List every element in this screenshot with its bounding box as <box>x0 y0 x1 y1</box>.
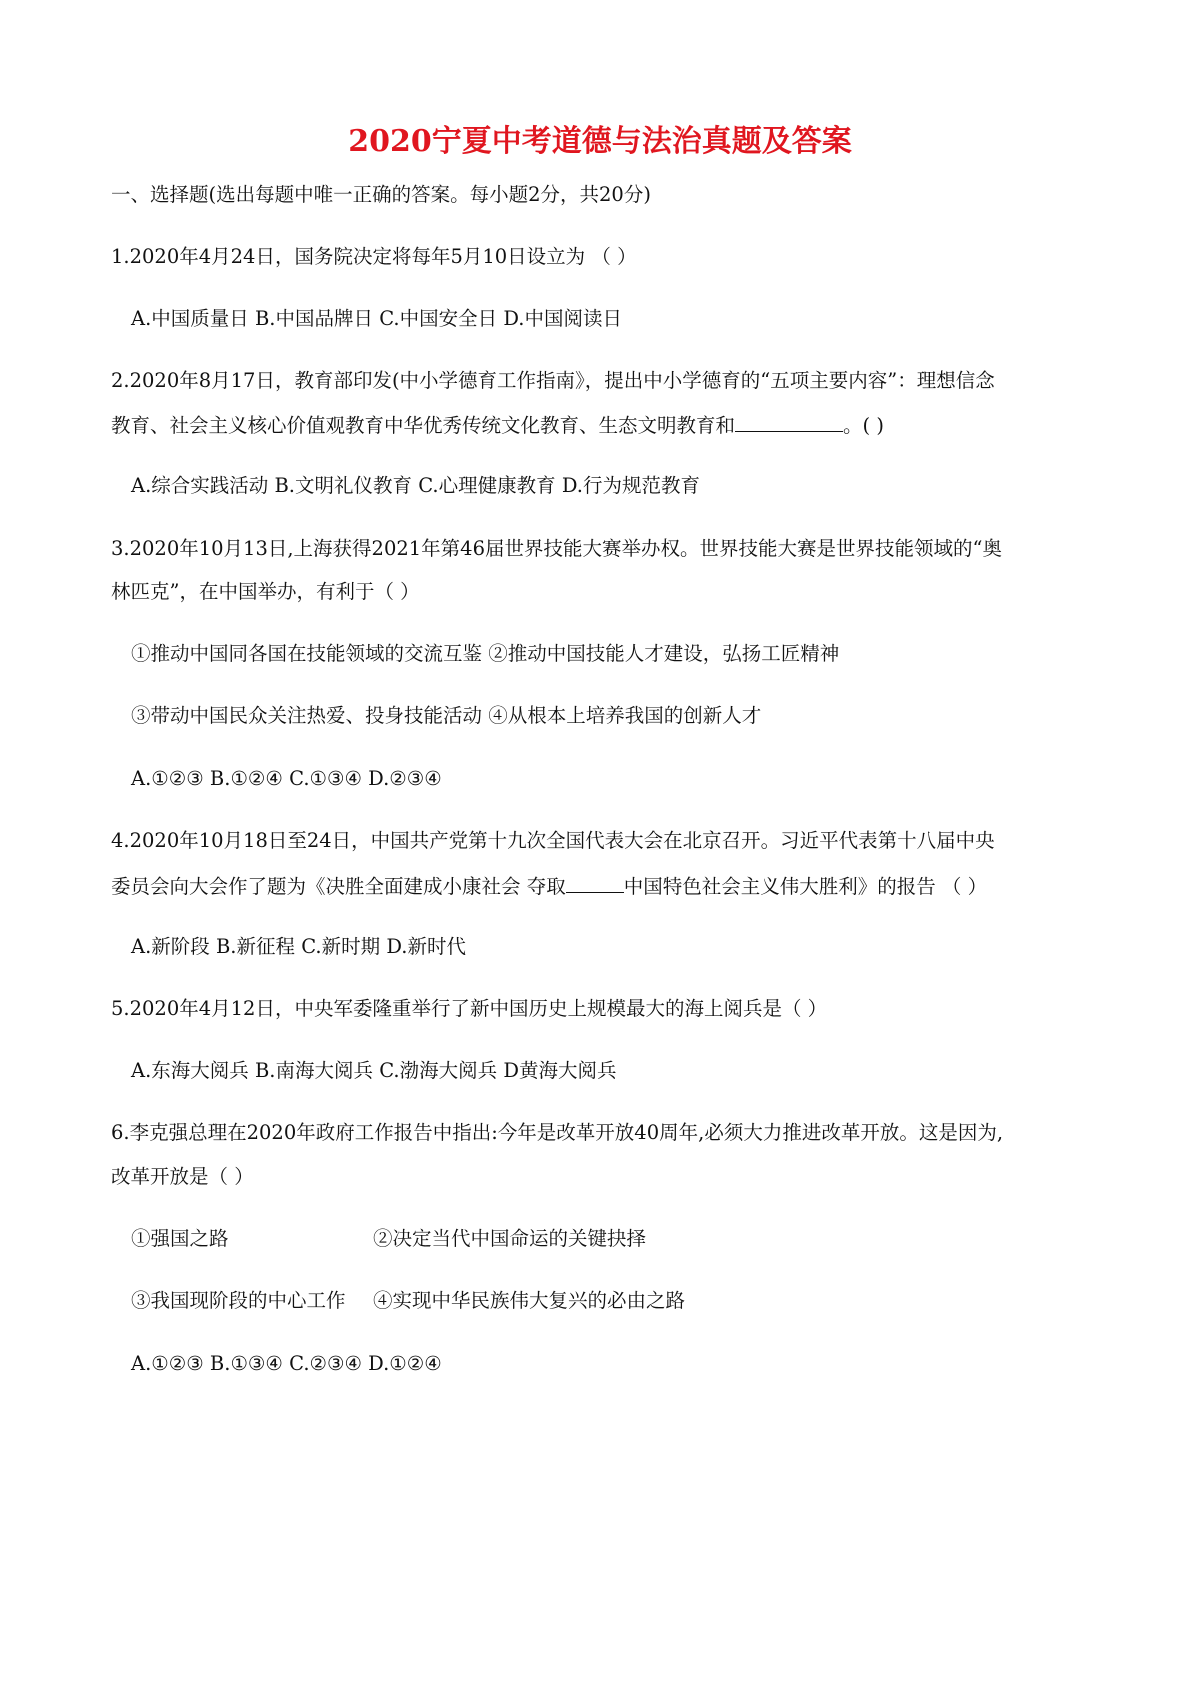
question-4-stem-tail: 中国特色社会主义伟大胜利》的报告 （ ） <box>623 875 988 898</box>
question-2-stem-line-1: 2.2020年8月17日，教育部印发(中小学德育工作指南》，提出中小学德育的“五项主要内容”：理想信念 <box>111 369 995 392</box>
question-4-stem-line-2 <box>111 873 987 899</box>
question-5-options: A.东海大阅兵 B.南海大阅兵 C.渤海大阅兵 D黄海大阅兵 <box>131 1059 617 1082</box>
question-3-statement-row-2: ③带动中国民众关注热爱、投身技能活动 ④从根本上培养我国的创新人才 <box>131 704 762 727</box>
question-4-options: A.新阶段 B.新征程 C.新时期 D.新时代 <box>131 935 466 958</box>
question-2-blank <box>735 412 843 432</box>
question-1-options: A.中国质量日 B.中国品牌日 C.中国安全日 D.中国阅读日 <box>131 307 622 330</box>
question-6-statement-2: ②决定当代中国命运的关键抉择 <box>373 1227 647 1250</box>
question-3-stem-line-1: 3.2020年10月13日,上海获得2021年第46届世界技能大赛举办权。世界技能大赛是世界技能领域的“奥 <box>111 537 1002 560</box>
question-6-statement-3: ③我国现阶段的中心工作 <box>131 1289 346 1312</box>
question-4-stem-text: 委员会向大会作了题为《决胜全面建成小康社会 夺取 <box>111 875 566 898</box>
question-3-options: A.①②③ B.①②④ C.①③④ D.②③④ <box>131 767 442 790</box>
question-4-blank <box>566 873 624 893</box>
section-heading: 一、选择题(选出每题中唯一正确的答案。每小题2分，共20分) <box>111 183 651 206</box>
question-4-stem-line-1: 4.2020年10月18日至24日，中国共产党第十九次全国代表大会在北京召开。习近平代表第十八届中央 <box>111 829 995 852</box>
question-2-options: A.综合实践活动 B.文明礼仪教育 C.心理健康教育 D.行为规范教育 <box>131 474 700 497</box>
question-2-stem-tail: 。( ) <box>843 414 884 437</box>
question-6-statement-4: ④实现中华民族伟大复兴的必由之路 <box>373 1289 686 1312</box>
question-6-options: A.①②③ B.①③④ C.②③④ D.①②④ <box>131 1352 442 1375</box>
question-2-stem-line-2 <box>111 412 884 438</box>
question-3-stem-line-2: 林匹克”，在中国举办，有利于（ ） <box>111 580 420 603</box>
question-1-stem: 1.2020年4月24日，国务院决定将每年5月10日设立为 （ ） <box>111 245 637 268</box>
question-2-stem-text: 教育、社会主义核心价值观教育中华优秀传统文化教育、生态文明教育和 <box>111 414 736 437</box>
question-6-stem-line-1: 6.李克强总理在2020年政府工作报告中指出:今年是改革开放40周年,必须大力推进改革开放。这是因为, <box>111 1121 1004 1144</box>
question-5-stem: 5.2020年4月12日，中央军委隆重举行了新中国历史上规模最大的海上阅兵是（ ） <box>111 997 828 1020</box>
question-6-statement-1: ①强国之路 <box>131 1227 229 1250</box>
page-title: 2020宁夏中考道德与法治真题及答案 <box>348 124 852 159</box>
question-3-statement-row-1: ①推动中国同各国在技能领域的交流互鉴 ②推动中国技能人才建设，弘扬工匠精神 <box>131 642 840 665</box>
question-6-stem-line-2: 改革开放是（ ） <box>111 1165 254 1188</box>
